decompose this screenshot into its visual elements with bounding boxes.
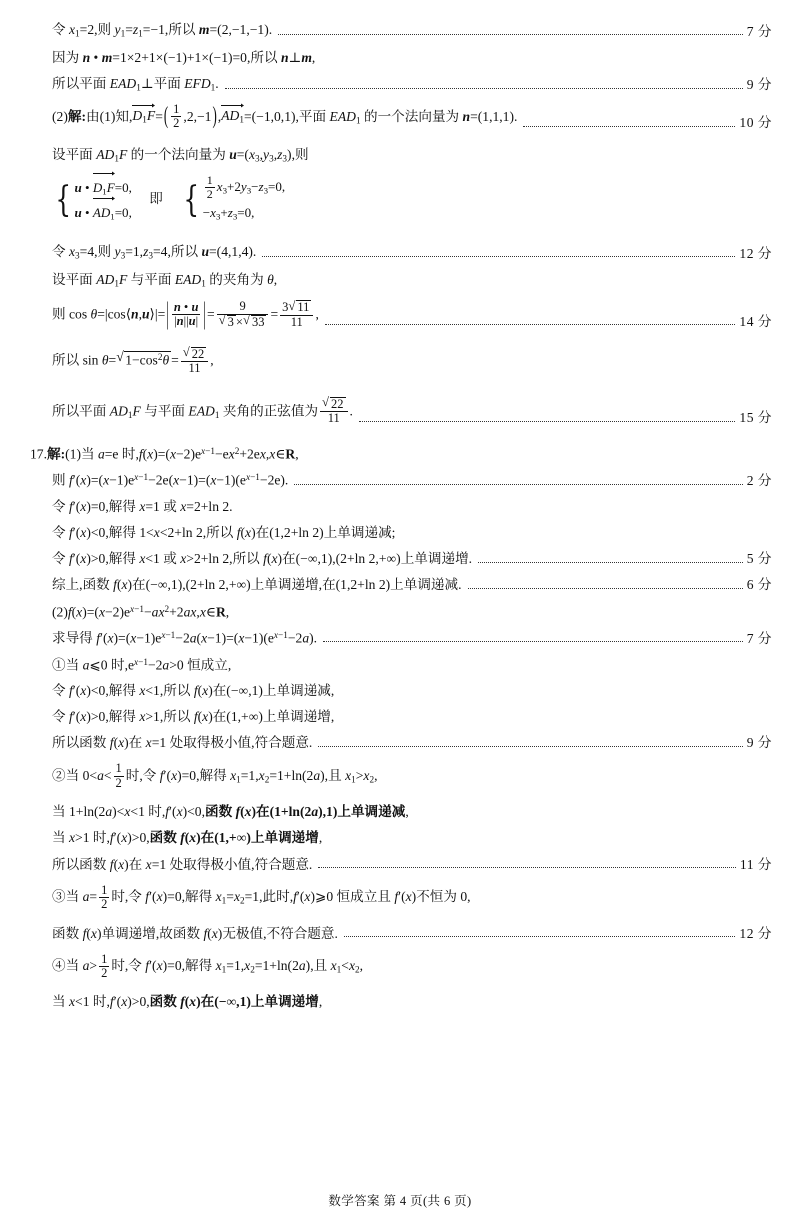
- score-mark: 10 分: [739, 115, 772, 131]
- line-text: 设平面 $AD_1F$ 的一个法向量为 $u=(x_3,y_3,z_3)$,则: [52, 146, 309, 164]
- solution-line: [30, 735, 772, 751]
- solution-line: [30, 499, 772, 515]
- leader-dots: [225, 87, 743, 89]
- solution-line: [30, 830, 772, 846]
- solution-line: [30, 683, 772, 699]
- line-text: 当 x>1 时,f′(x)>0,函数 f(x)在(1,+∞)上单调递增,: [52, 830, 323, 846]
- line-text: 当 x<1 时,f′(x)>0,函数 f(x)在(−∞,1)上单调递增,: [52, 994, 323, 1010]
- solution-line: [30, 76, 772, 93]
- equation: u • $AD_1=0$,: [75, 200, 132, 226]
- line-text: 综上,函数 f(x)在(−∞,1),(2+ln 2,+∞)上单调递增,在(1,2+ln 2)上单调递减.: [52, 577, 462, 593]
- solution-line: [30, 709, 772, 725]
- solution-line: [30, 50, 772, 66]
- line-text: 令 f′(x)>0,解得 x>1,所以 f(x)在(1,+∞)上单调递增,: [52, 709, 335, 725]
- line-text: 令 f′(x)=0,解得 x=1 或 x=2+ln 2.: [52, 499, 233, 515]
- score-mark: 2 分: [746, 472, 772, 488]
- score-mark: 12 分: [739, 245, 772, 261]
- line-text: 令 f′(x)>0,解得 x<1 或 x>2+ln 2,所以 f(x)在(−∞,1),(2+ln 2,+∞)上单调递增.: [52, 551, 473, 567]
- left-brace: {: [55, 178, 72, 220]
- solution-line-q17: [30, 446, 772, 462]
- line-text: 所以平面 $EAD_1\perp$平面 $EFD_1$.: [52, 75, 219, 93]
- left-brace-2: {: [183, 178, 200, 220]
- score-mark: 5 分: [746, 551, 772, 567]
- line-text: 求导得 $f'(x)=(x-1)e^{x-1}-2a(x-1)=(x-1)(e^{x-1}-2a)$.: [52, 630, 318, 646]
- leader-dots: [318, 745, 742, 747]
- solution-line: [30, 604, 772, 620]
- leader-dots: [262, 255, 735, 257]
- line-text: 则 cos θ=|cos⟨n,u⟩|=| $\frac{n • u}{|n||u|}$ |= 9 √ 3 × √ 33 = $\frac{3 √ 11}{11}$ ,: [52, 301, 319, 329]
- line-text: 当 1+ln(2a)<x<1 时,f′(x)<0,函数 f(x)在(1+ln(2a),1)上单调递减,: [52, 804, 409, 820]
- line-text: $(2)f(x)=(x-2)e^{x-1}-ax^2+2ax,x\in R$,: [52, 603, 230, 619]
- score-mark: 7 分: [746, 23, 772, 39]
- line-text: ④当 a> $\frac{1}{2}$ 时,令 f′(x)=0,解得 $x_1=1,x_2=1+\ln(2a)$,且 $x_1<x_2$,: [52, 951, 364, 980]
- leader-dots: [523, 125, 735, 127]
- score-mark: 14 分: [739, 313, 772, 329]
- solution-line: [30, 953, 772, 980]
- line-text: 令 $x_3=4$,则 $y_3=1,z_3=4$,所以 u=(4,1,4).: [52, 244, 257, 261]
- solution-line: [30, 398, 772, 426]
- line-text: 17.解:(1)当 a=e 时$,f(x)=(x-2)e^{x-1}-ex^2+2ex,x\in R$,: [30, 445, 299, 462]
- solution-line: [30, 294, 772, 331]
- line-text: 因为 n • m=1×2+1×(−1)+1×(−1)=0,所以 n⊥m,: [52, 49, 316, 65]
- line-text: 令 f′(x)<0,解得 x<1,所以 f(x)在(−∞,1)上单调递减,: [52, 683, 335, 699]
- line-text: 所以函数 f(x)在 x=1 处取得极小值,符合题意.: [52, 735, 313, 751]
- leader-dots: [468, 587, 743, 589]
- leader-dots: [325, 323, 736, 325]
- leader-dots: [323, 640, 743, 642]
- solution-line: [30, 884, 772, 911]
- line-text: (2)解:由(1)知$,D_1F=$( $\frac{1}{2}$ $,2,-1),AD_1=(-1,0,1)$,平面 $EAD_1$ 的一个法向量为 n=(1,1,1).: [52, 100, 518, 131]
- score-mark: 6 分: [746, 577, 772, 593]
- question-number: 17.: [30, 446, 47, 462]
- line-text: 令 f′(x)<0,解得 1<x<2+ln 2,所以 f(x)在(1,2+ln 2)上单调递减;: [52, 525, 396, 541]
- leader-dots: [359, 420, 735, 422]
- score-mark: 7 分: [746, 630, 772, 646]
- solution-line: [30, 857, 772, 873]
- system-equations: [75, 175, 132, 227]
- equation: $\frac{1}{2}$ $x_3+2y_3-z_3=0$,: [206, 173, 286, 201]
- ji-label: 即: [149, 191, 163, 207]
- solution-body: [30, 22, 772, 1021]
- solution-line: [30, 244, 772, 261]
- system-right: [180, 175, 285, 226]
- solution-line: [30, 272, 772, 289]
- solution-line: [30, 804, 772, 820]
- solution-line: [30, 100, 772, 131]
- jie-label: 解:: [47, 446, 66, 462]
- line-text: 则 $f'(x)=(x-1)e^{x-1}-2e(x-1)=(x-1)(e^{x-1}-2e)$.: [52, 472, 289, 488]
- line-text: 所以函数 f(x)在 x=1 处取得极小值,符合题意.: [52, 856, 313, 872]
- solution-line: [30, 926, 772, 942]
- system-equations-2: [203, 175, 285, 226]
- solution-line: [30, 577, 772, 593]
- solution-line: [30, 347, 772, 375]
- line-text: 所以平面 $AD_1F$ 与平面 $EAD_1$ 夹角的正弦值为 √ $\frac{22}{11}$ .: [52, 398, 353, 426]
- solution-line: [30, 147, 772, 164]
- equation: $-x_3+z_3=0$,: [202, 205, 255, 222]
- line-text: 所以 sin θ= √ $1-\cos^2\theta$ = √ $\frac{22}{11}$ ,: [52, 347, 214, 375]
- leader-dots: [278, 33, 743, 35]
- solution-line: [30, 630, 772, 646]
- score-mark: 15 分: [739, 410, 772, 426]
- leader-dots: [294, 483, 742, 485]
- score-mark: 9 分: [746, 735, 772, 751]
- line-text: ②当 0<a< $\frac{1}{2}$ 时,令 f′(x)=0,解得 $x_1=1,x_2=1+\ln(2a)$,且 $x_1>x_2$,: [52, 761, 378, 790]
- solution-line: [30, 657, 772, 673]
- line-text: 函数 f(x)单调递增,故函数 f(x)无极值,不符合题意.: [52, 925, 338, 941]
- solution-line: [30, 763, 772, 790]
- equation: u • $D_1F=0$,: [75, 175, 132, 201]
- system-left: [52, 175, 132, 227]
- score-mark: 11 分: [739, 856, 772, 872]
- line-text: ③当 a= $\frac{1}{2}$ 时,令 f′(x)=0,解得 $x_1=x_2=1$,此时,f′(x)⩾0 恒成立且 f′(x)不恒为 0,: [52, 882, 471, 911]
- page-footer: 数学答案 第 4 页(共 6 页): [328, 1194, 472, 1208]
- leader-dots: [344, 935, 736, 937]
- leader-dots: [318, 866, 736, 868]
- solution-line: [30, 525, 772, 541]
- line-text: 令 $x_1=2$,则 $y_1=z_1=-1$,所以 m=(2,−1,−1).: [52, 22, 273, 39]
- solution-line: [30, 551, 772, 567]
- leader-dots: [478, 561, 743, 563]
- line-text: 设平面 $AD_1F$ 与平面 $EAD_1$ 的夹角为 θ,: [52, 271, 278, 289]
- line-text: ①当 a⩽0 时$,e^{x-1}-2a>0$ 恒成立,: [52, 656, 232, 673]
- solution-line: [30, 472, 772, 488]
- score-mark: 9 分: [746, 77, 772, 93]
- solution-line: [30, 994, 772, 1010]
- equation-system: [30, 175, 772, 227]
- score-mark: 12 分: [739, 925, 772, 941]
- solution-line: [30, 22, 772, 39]
